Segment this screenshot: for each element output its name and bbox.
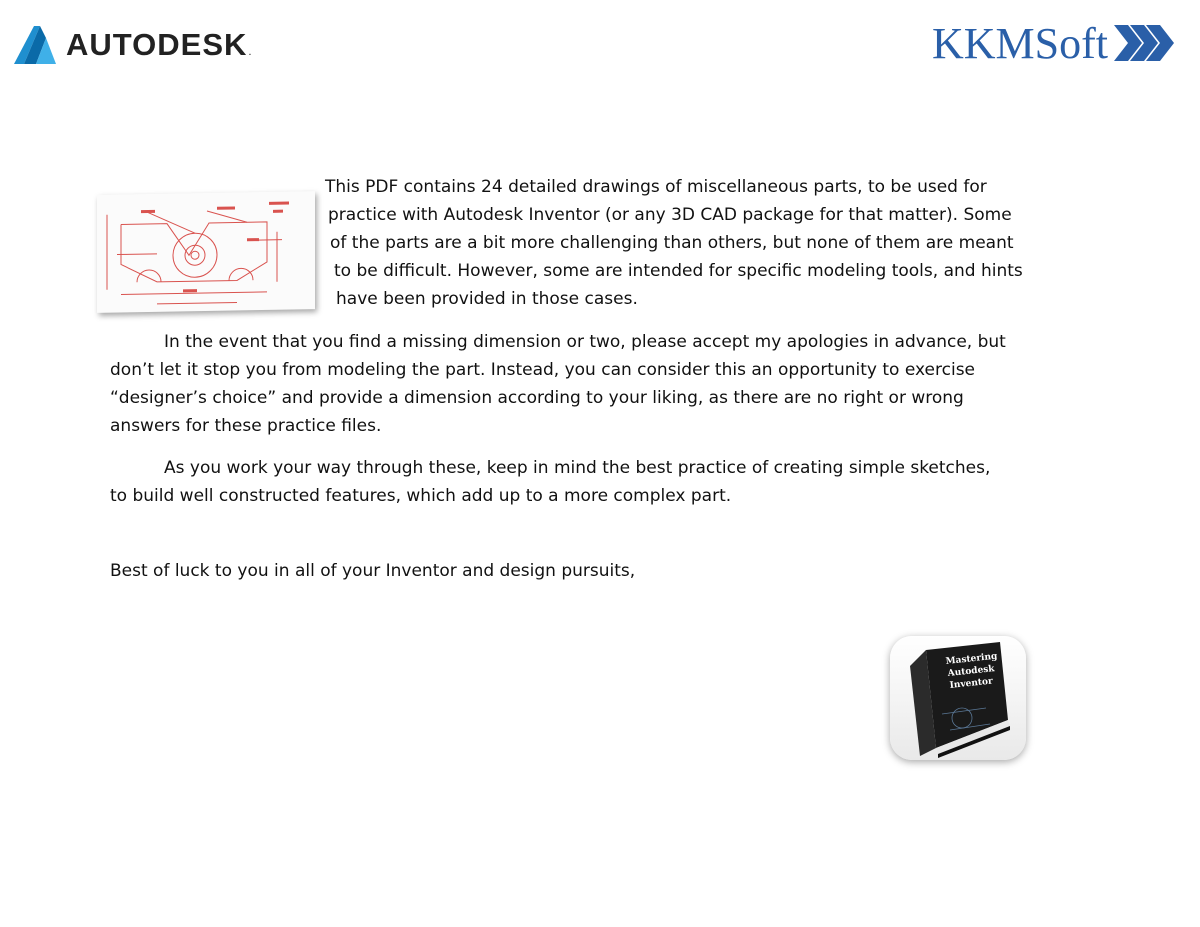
- paragraph-line: answers for these practice files.: [110, 416, 382, 436]
- book-cover-image: [890, 636, 1026, 760]
- technical-drawing-icon: [97, 191, 315, 313]
- book-title-line-3: Inventor: [949, 676, 994, 691]
- autodesk-wordmark: AUTODESK: [66, 27, 248, 62]
- autodesk-logo-icon: [12, 24, 58, 66]
- intro-line-1: This PDF contains 24 detailed drawings of miscellaneous parts, to be used for: [325, 177, 987, 197]
- paragraph-line: to build well constructed features, which add up to a more complex part.: [110, 486, 732, 506]
- intro-line-2: practice with Autodesk Inventor (or any 3D CAD package for that matter). Some: [328, 205, 1012, 225]
- paragraph-line: As you work your way through these, keep in mind the best practice of creating simple sketches,: [164, 458, 991, 478]
- closing-line: [110, 557, 1090, 585]
- autodesk-wordmark-mark: .: [248, 47, 252, 58]
- paragraph-line: “designer’s choice” and provide a dimension according to your liking, as there are no right or wrong: [110, 388, 964, 408]
- paragraph-missing-dimensions: [110, 328, 1090, 440]
- paragraph-best-practice: [110, 454, 1090, 510]
- chevrons-icon: [1112, 21, 1176, 65]
- autodesk-logo: [12, 22, 252, 68]
- book-title-line-1: Mastering: [945, 651, 998, 667]
- intro-line-4: to be difficult. However, some are intended for specific modeling tools, and hints: [334, 261, 1023, 281]
- technical-drawing-image: [97, 191, 315, 313]
- closing-text: Best of luck to you in all of your Inventor and design pursuits,: [110, 561, 636, 581]
- book-title-line-2: Autodesk: [947, 664, 996, 679]
- book-icon: [890, 636, 1026, 760]
- kkmsoft-wordmark: KKMSoft: [931, 18, 1108, 68]
- kkmsoft-logo: [932, 16, 1176, 70]
- intro-line-3: of the parts are a bit more challenging than others, but none of them are meant: [330, 233, 1014, 253]
- paragraph-line: In the event that you find a missing dimension or two, please accept my apologies in advance, but: [164, 332, 1006, 352]
- paragraph-line: don’t let it stop you from modeling the part. Instead, you can consider this an opportunity to exercise: [110, 360, 976, 380]
- intro-line-5: have been provided in those cases.: [336, 289, 638, 309]
